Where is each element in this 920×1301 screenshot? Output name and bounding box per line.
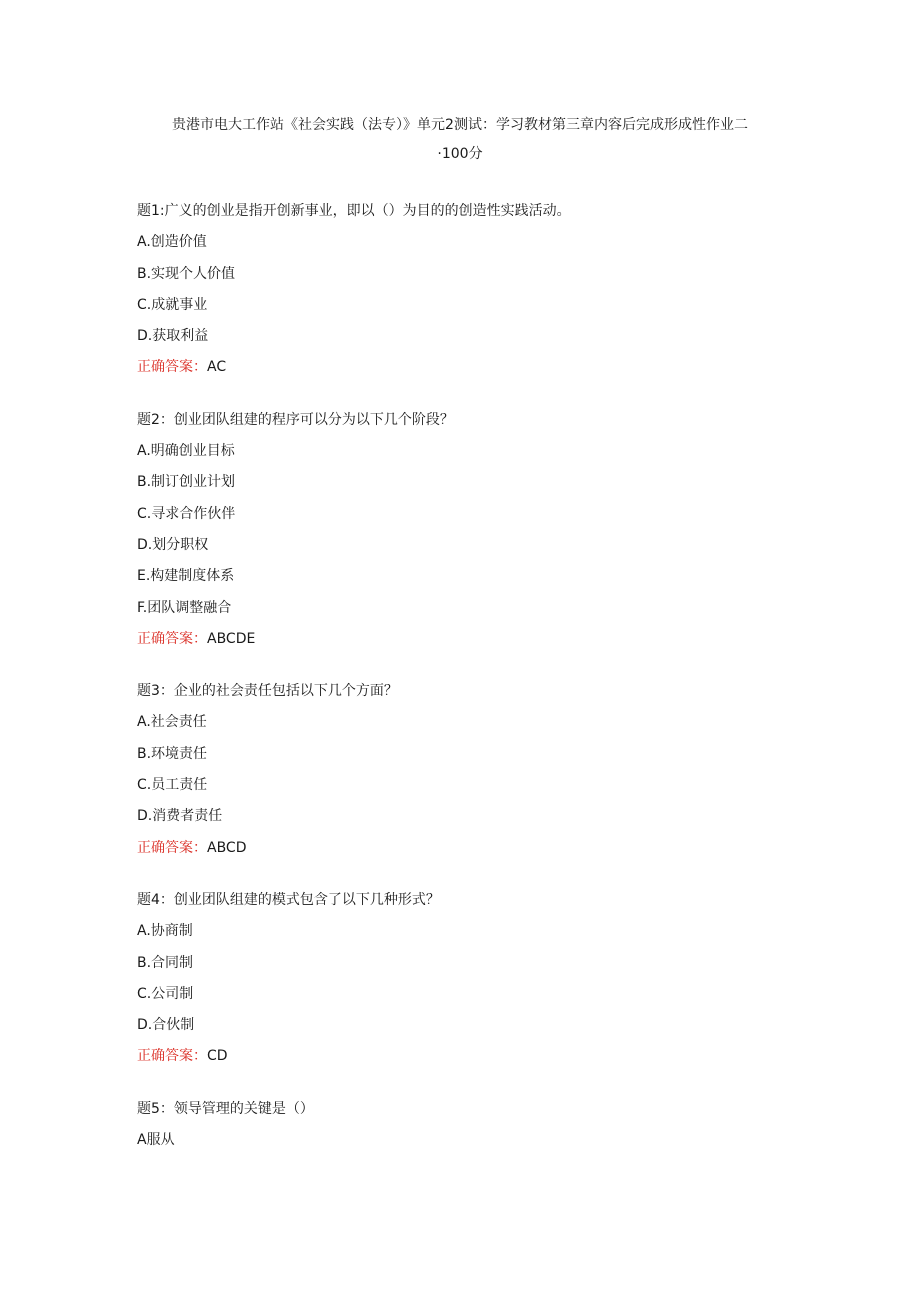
option-e: E.构建制度体系 <box>137 568 235 585</box>
correct-answer <box>137 352 837 383</box>
answer-value: ABCD <box>207 839 247 856</box>
option-c: C.员工责任 <box>137 777 208 794</box>
answer-label: 正确答案： <box>137 359 207 376</box>
question-1 <box>137 196 837 384</box>
option-d: D.合伙制 <box>137 1017 195 1034</box>
answer-label: 正确答案： <box>137 839 207 856</box>
option-b: B.实现个人价值 <box>137 265 236 282</box>
option-b: B.制订创业计划 <box>137 474 236 491</box>
option-a: A.明确创业目标 <box>137 443 235 460</box>
title-line-2: ·100分 <box>437 146 483 162</box>
question-stem: 题1:广义的创业是指开创新事业，即以（）为目的的创造性实践活动。 <box>137 203 571 219</box>
question-5 <box>137 1094 837 1157</box>
option-c: C.寻求合作伙伴 <box>137 505 236 522</box>
option-a: A.协商制 <box>137 923 193 940</box>
option-c: C.公司制 <box>137 985 194 1002</box>
question-stem: 题5：领导管理的关键是（） <box>137 1100 314 1117</box>
correct-answer <box>137 1041 837 1072</box>
answer-value: ABCDE <box>207 630 256 647</box>
question-3 <box>137 676 837 864</box>
question-stem: 题2：创业团队组建的程序可以分为以下几个阶段？ <box>137 411 454 428</box>
option-d: D.划分职权 <box>137 536 209 553</box>
option-b: B.合同制 <box>137 954 194 971</box>
option-a: A.创造价值 <box>137 234 207 251</box>
document-title <box>130 111 790 169</box>
title-line-1: 贵港市电大工作站《社会实践（法专）》单元2测试：学习教材第三章内容后完成形成性作业二 <box>172 117 748 133</box>
question-stem: 题4：创业团队组建的模式包含了以下几种形式？ <box>137 891 440 908</box>
correct-answer <box>137 624 837 655</box>
option-f: F.团队调整融合 <box>137 599 232 616</box>
option-b: B.环境责任 <box>137 745 208 762</box>
option-d: D.获取利益 <box>137 328 209 345</box>
question-list <box>137 196 837 1177</box>
answer-label: 正确答案： <box>137 1048 207 1065</box>
answer-value: CD <box>207 1048 228 1065</box>
option-c: C.成就事业 <box>137 296 208 313</box>
option-a: A.社会责任 <box>137 714 207 731</box>
question-stem: 题3：企业的社会责任包括以下几个方面？ <box>137 683 398 700</box>
correct-answer <box>137 833 837 864</box>
option-d: D.消费者责任 <box>137 808 223 825</box>
answer-value: AC <box>207 359 227 376</box>
answer-label: 正确答案： <box>137 630 207 647</box>
question-4 <box>137 885 837 1073</box>
question-2 <box>137 405 837 655</box>
option-a: A服从 <box>137 1132 175 1149</box>
